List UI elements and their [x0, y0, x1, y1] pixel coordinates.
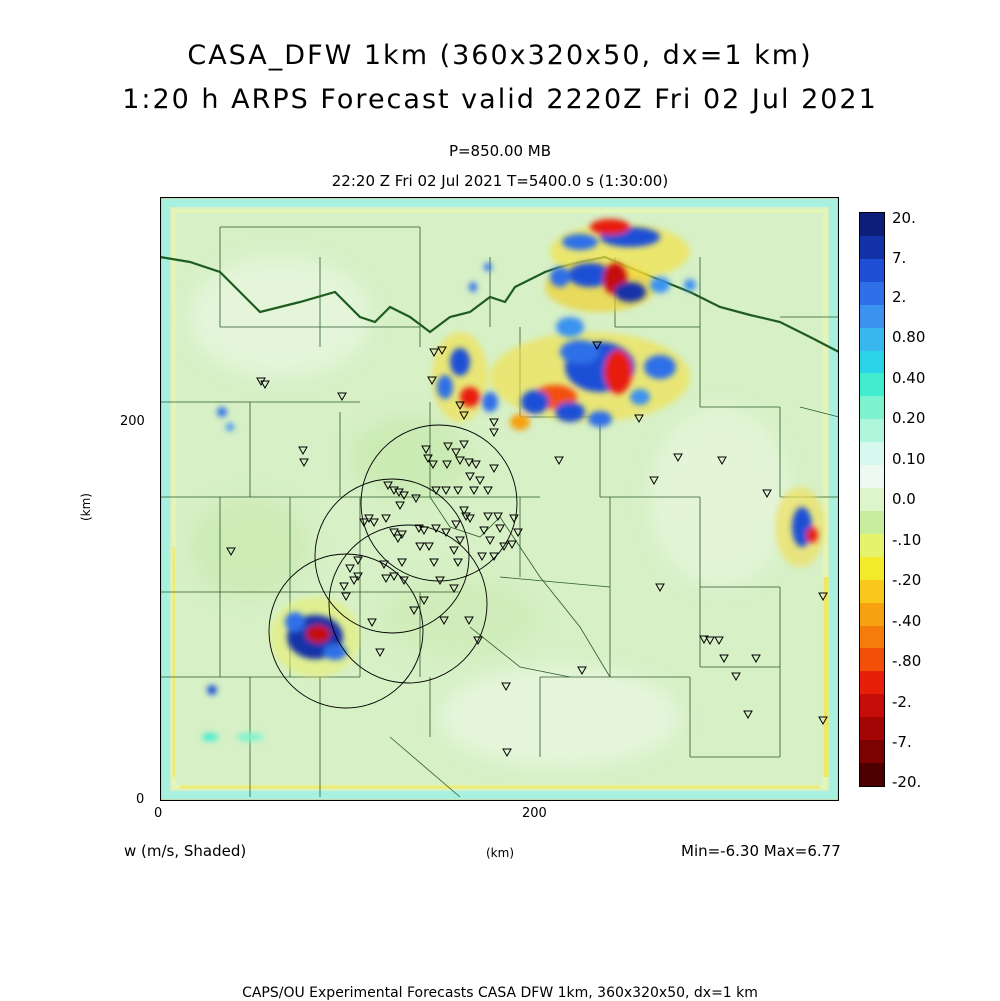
- cb-label: -.10: [892, 531, 922, 549]
- cb-label: 7.: [892, 249, 907, 267]
- x-tick-200: 200: [522, 806, 547, 821]
- colorbar-swatch: [860, 694, 884, 717]
- colorbar-swatch: [860, 557, 884, 580]
- cb-label: -7.: [892, 733, 912, 751]
- pressure-level-label: P=850.00 MB: [448, 142, 552, 160]
- cb-label: -.20: [892, 571, 922, 589]
- colorbar-swatch: [860, 465, 884, 488]
- cb-label: -20.: [892, 773, 922, 791]
- colorbar-swatch: [860, 648, 884, 671]
- colorbar-swatch: [860, 305, 884, 328]
- colorbar-swatch: [860, 373, 884, 396]
- colorbar-swatch: [860, 351, 884, 374]
- colorbar-swatch: [860, 740, 884, 763]
- colorbar-swatch: [860, 213, 884, 236]
- title-line-2: 1:20 h ARPS Forecast valid 2220Z Fri 02 Jul 2021: [122, 84, 878, 115]
- cb-label: 0.0: [892, 490, 916, 508]
- colorbar-swatch: [860, 442, 884, 465]
- y-axis-label: (km): [79, 492, 94, 522]
- cb-label: -.40: [892, 612, 922, 630]
- colorbar-swatch: [860, 282, 884, 305]
- colorbar-swatch: [860, 603, 884, 626]
- colorbar-swatch: [860, 763, 884, 786]
- colorbar-swatch: [860, 580, 884, 603]
- cb-label: 0.10: [892, 450, 926, 468]
- x-axis-label: (km): [486, 846, 515, 860]
- min-max-label: Min=-6.30 Max=6.77: [681, 842, 841, 860]
- colorbar-swatch: [860, 419, 884, 442]
- cb-label: -.80: [892, 652, 922, 670]
- title-line-1: CASA_DFW 1km (360x320x50, dx=1 km): [187, 40, 813, 71]
- variable-label: w (m/s, Shaded): [124, 842, 247, 860]
- cb-label: 0.20: [892, 409, 926, 427]
- y-tick-0: 0: [136, 792, 145, 807]
- cb-label: -2.: [892, 693, 912, 711]
- map-background: [160, 197, 839, 801]
- colorbar-swatch: [860, 626, 884, 649]
- forecast-map: [160, 197, 839, 801]
- cb-label: 0.40: [892, 369, 926, 387]
- colorbar-swatch: [860, 488, 884, 511]
- cb-label: 0.80: [892, 328, 926, 346]
- cb-label: 2.: [892, 288, 907, 306]
- colorbar-swatch: [860, 259, 884, 282]
- colorbar-swatch: [860, 236, 884, 259]
- cb-label: 20.: [892, 209, 916, 227]
- colorbar-swatch: [860, 511, 884, 534]
- colorbar-swatch: [860, 534, 884, 557]
- colorbar: [859, 212, 885, 787]
- colorbar-swatch: [860, 328, 884, 351]
- y-tick-200: 200: [120, 414, 145, 429]
- x-tick-0: 0: [154, 806, 163, 821]
- colorbar-swatch: [860, 717, 884, 740]
- colorbar-swatch: [860, 671, 884, 694]
- colorbar-swatch: [860, 396, 884, 419]
- footer-caption: CAPS/OU Experimental Forecasts CASA DFW 1km, 360x320x50, dx=1 km: [242, 985, 758, 1001]
- valid-time-label: 22:20 Z Fri 02 Jul 2021 T=5400.0 s (1:30:00): [331, 172, 669, 190]
